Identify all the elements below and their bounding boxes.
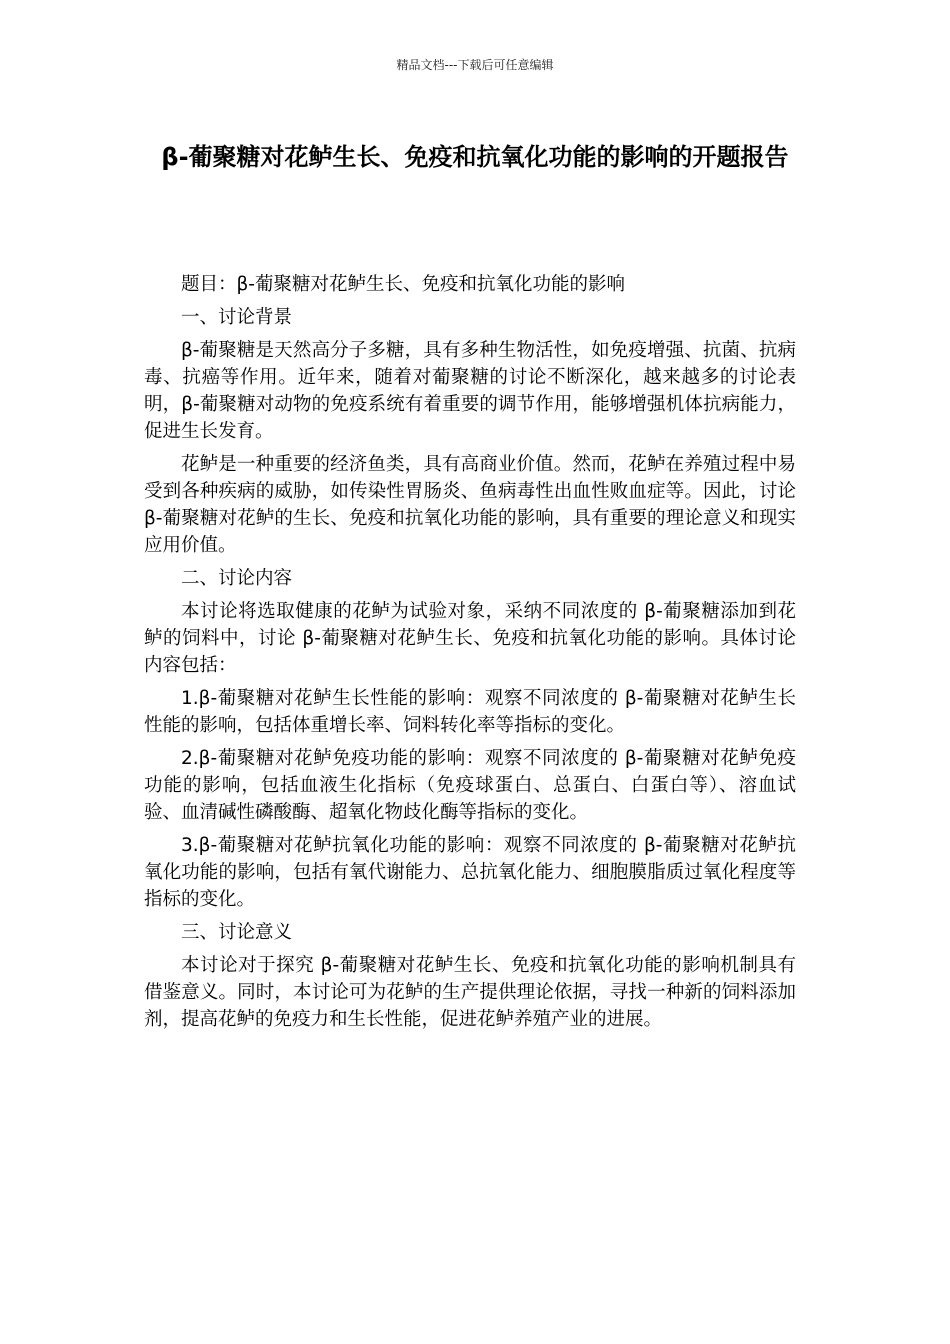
section-heading-significance: 三、讨论意义 (181, 922, 293, 943)
list-item-growth: 1.β-葡聚糖对花鲈生长性能的影响：观察不同浓度的 β-葡聚糖对花鲈生长性能的影响，包括体重增长率、饲料转化率等指标的变化。 (144, 688, 796, 736)
section-heading-background: 一、讨论背景 (181, 307, 293, 328)
document-title: β-葡聚糖对花鲈生长、免疫和抗氧化功能的影响的开题报告 (161, 143, 789, 171)
page-header: 精品文档---下载后可任意编辑 (396, 58, 554, 72)
paragraph-significance: 本讨论对于探究 β-葡聚糖对花鲈生长、免疫和抗氧化功能的影响机制具有借鉴意义。同时，本讨论可为花鲈的生产提供理论依据，寻找一种新的饲料添加剂，提高花鲈的免疫力和生长性能，促进花鲈养殖产业的进展。 (144, 955, 796, 1030)
document-body (144, 271, 796, 1039)
list-item-immune: 2.β-葡聚糖对花鲈免疫功能的影响：观察不同浓度的 β-葡聚糖对花鲈免疫功能的影响，包括血液生化指标（免疫球蛋白、总蛋白、白蛋白等）、溶血试验、血清碱性磷酸酶、超氧化物歧化酶等指标的变化。 (144, 748, 796, 823)
paragraph-background-1: β-葡聚糖是天然高分子多糖，具有多种生物活性，如免疫增强、抗菌、抗病毒、抗癌等作用。近年来，随着对葡聚糖的讨论不断深化，越来越多的讨论表明，β-葡聚糖对动物的免疫系统有着重要的调节作用，能够增强机体抗病能力，促进生长发育。 (144, 340, 796, 442)
topic-line: 题目：β-葡聚糖对花鲈生长、免疫和抗氧化功能的影响 (181, 274, 625, 295)
paragraph-content-intro: 本讨论将选取健康的花鲈为试验对象，采纳不同浓度的 β-葡聚糖添加到花鲈的饲料中，讨论 β-葡聚糖对花鲈生长、免疫和抗氧化功能的影响。具体讨论内容包括： (144, 601, 796, 676)
list-item-antioxidant: 3.β-葡聚糖对花鲈抗氧化功能的影响：观察不同浓度的 β-葡聚糖对花鲈抗氧化功能的影响，包括有氧代谢能力、总抗氧化能力、细胞膜脂质过氧化程度等指标的变化。 (144, 835, 796, 910)
section-heading-content: 二、讨论内容 (181, 568, 293, 589)
paragraph-background-2: 花鲈是一种重要的经济鱼类，具有高商业价值。然而，花鲈在养殖过程中易受到各种疾病的威胁，如传染性胃肠炎、鱼病毒性出血性败血症等。因此，讨论 β-葡聚糖对花鲈的生长、免疫和抗氧化功能的影响，具有重要的理论意义和现实应用价值。 (144, 454, 796, 556)
